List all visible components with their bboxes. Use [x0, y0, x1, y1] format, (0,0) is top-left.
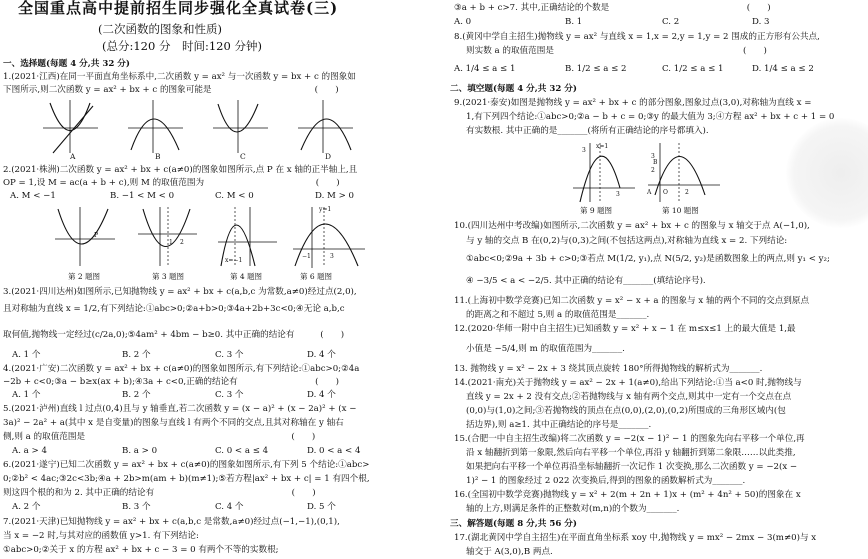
- question-text: 括边界),则 a≥1. 其中正确结论的序号是_______.: [466, 420, 652, 430]
- figure-q10: [646, 143, 720, 202]
- question-text: 直线 y = 2x + 2 没有交点;②若抛物线与 x 轴有两个交点,则其中一定有一个交点在点: [466, 392, 792, 402]
- choice-option: B. −1 < M < 0: [110, 191, 175, 201]
- question-text: 轴的上方,则满足条件的正整数对(m,n)的个数为_______.: [466, 504, 680, 514]
- svg-text:−1: −1: [302, 253, 311, 260]
- figure-q9: [573, 143, 635, 202]
- watermark-stamp: [786, 118, 868, 228]
- choice-option: D. 5 个: [307, 502, 336, 512]
- option-label: D: [325, 152, 332, 161]
- choice-option: C. 0 < a ≤ 4: [215, 446, 269, 456]
- question-text: 轴交于 A(3,0),B 两点.: [466, 547, 553, 557]
- question-text: 17.(湖北黄冈中学自主招生)在平面直角坐标系 xoy 中,抛物线 y = mx² − 2mx − 3(m≠0)与 x: [454, 533, 817, 543]
- option-label: C: [240, 152, 246, 161]
- figure-q4: [218, 207, 277, 266]
- svg-text:y=1: y=1: [319, 206, 332, 213]
- question-text: 如果把向右平移一个单位再沿坐标轴翻折一次记作 1 次变换,那么二次函数 y = −2(x −: [466, 462, 798, 472]
- choice-option: C. 3 个: [215, 350, 244, 360]
- question-text: 的距离之和不超过 5,则 a 的取值范围是_______.: [466, 310, 650, 320]
- question-text: 12.(2020·华师一附中自主招生)已知函数 y = x² + x − 1 在 m≤x≤1 上的最大值是 1,最: [454, 324, 796, 334]
- choice-option: D. 1/4 ≤ a ≤ 2: [752, 64, 814, 74]
- choice-option: C. 2: [662, 17, 680, 27]
- q1-graph-c: [213, 100, 268, 153]
- question-text: 侧,则 a 的取值范围是 ( ): [3, 432, 316, 442]
- choice-option: A. 1 个: [12, 350, 41, 360]
- choice-option: D. M > 0: [315, 191, 354, 201]
- choice-option: B. 2 个: [122, 350, 151, 360]
- q1-graph-a: [43, 100, 98, 153]
- question-text: ④ −3/5 < a < −2/5. 其中正确的结论有_______(填结论序号).: [466, 276, 706, 286]
- question-text: 11.(上海初中数学竞赛)已知二次函数 y = x² − x + a 的图象与 x 轴的两个不同的交点到原点: [454, 296, 810, 306]
- question-text: 则实数 a 的取值范围是 ( ): [466, 46, 767, 56]
- figure-caption: 第 10 题图: [662, 206, 699, 215]
- svg-text:A: A: [647, 189, 652, 196]
- question-text: ③a + b + c>7. 其中,正确结论的个数是 ( ): [454, 3, 771, 13]
- question-text: 5.(2021·泸州)直线 l 过点(0,4)且与 y 轴垂直,若二次函数 y = (x − a)² + (x − 2a)² + (x −: [3, 404, 357, 414]
- q1-graph-b: [128, 100, 183, 153]
- choice-option: D. 4 个: [307, 390, 336, 400]
- question-text: 小值是 −5/4,则 m 的取值范围为_______.: [466, 344, 625, 354]
- choice-option: C. 3 个: [215, 390, 244, 400]
- question-text: 14.(2021·南充)关于抛物线 y = ax² − 2x + 1(a≠0),给出下列结论:①当 a<0 时,抛物线与: [454, 378, 802, 388]
- choice-option: B. 1: [565, 17, 583, 27]
- question-text: 15.(合肥一中自主招生改编)将二次函数 y = −2(x − 1)² − 1 的图象先向右平移一个单位,再: [454, 434, 805, 444]
- svg-text:x=−1: x=−1: [225, 257, 243, 264]
- question-text: 1,有下列四个结论:①abc>0;②a − b + c = 0;③y 的最大值为 3;④方程 ax² + bx + c + 1 = 0: [466, 112, 835, 122]
- exam-meta: (总分:120 分 时间:120 分钟): [102, 39, 262, 53]
- question-text: 16.(全国初中数学竞赛)抛物线 y = x² + 2(m + 2n + 1)x + (m² + 4n² + 50)的图象在 x: [454, 490, 801, 500]
- choice-option: A. 2 个: [12, 502, 41, 512]
- section-answer: 三、解答题(每题 8 分,共 56 分): [450, 519, 577, 529]
- question-text: (0,0)与(1,0)之间;③若抛物线的顶点在点(0,0),(2,0),(0,2)所围成的三角形区域内(包: [466, 406, 786, 416]
- figure-caption: 第 2 题图: [68, 272, 101, 281]
- question-text: 6.(2021·遂宁)已知二次函数 y = ax² + bx + c(a≠0)的图象如图所示,有下列 5 个结论:①abc>: [3, 460, 370, 470]
- svg-text:3: 3: [616, 191, 620, 198]
- choice-option: A. 0: [454, 17, 472, 27]
- option-label: A: [70, 152, 76, 161]
- figure-caption: 第 6 题图: [300, 272, 333, 281]
- question-text: 1.(2021·江西)在同一平面直角坐标系中,二次函数 y = ax² 与一次函数 y = bx + c 的图象如: [3, 72, 356, 82]
- question-text: 3.(2021·四川达州)如图所示,已知抛物线 y = ax² + bx + c(a,b,c 为常数,a≠0)经过点(2,0),: [3, 287, 357, 297]
- section-fill: 二、填空题(每题 4 分,共 32 分): [450, 84, 577, 94]
- figure-q2: [55, 207, 115, 266]
- question-text: 1)² − 1 的图象经过 2 022 次变换后,得到的图象的函数解析式为_______.: [466, 476, 746, 486]
- question-text: 沿 x 轴翻折到第一象限,然后向右平移一个单位,再沿 y 轴翻折到第二象限……以此类推,: [466, 448, 796, 458]
- question-text: 则这四个根的和为 2. 其中正确的结论有 ( ): [3, 488, 316, 498]
- svg-text:P: P: [94, 232, 99, 239]
- question-text: 2.(2021·株洲)二次函数 y = ax² + bx + c(a≠0)的图象如图所示,点 P 在 x 轴的正半轴上,且: [3, 165, 358, 175]
- question-text: 有实数根. 其中正确的是_______(将所有正确结论的序号都填入).: [466, 126, 709, 136]
- question-text: 当 x = −2 时,与其对应的函数值 y>1. 有下列结论:: [3, 531, 199, 541]
- question-text: 3a)² − 2a² + a(其中 x 是自变量)的图象与直线 l 有两个不同的交点,且其对称轴在 y 轴右: [3, 418, 344, 428]
- q1-option-graphs: [38, 98, 398, 158]
- question-text: 9.(2021·泰安)如图是抛物线 y = ax² + bx + c 的部分图象,图象过点(3,0),对称轴为直线 x =: [454, 98, 812, 108]
- question-text: 7.(2021·天津)已知抛物线 y = ax² + bx + c(a,b,c 是常数,a≠0)经过点(−1,−1),(0,1),: [3, 517, 340, 527]
- choice-option: A. 1 个: [12, 390, 41, 400]
- figure-q6: [293, 206, 365, 268]
- page-subtitle: (二次函数的图象和性质): [98, 22, 222, 36]
- figure-q3: [138, 207, 197, 266]
- question-text: 0;②b² < 4ac;③2c<3b;④a + 2b>m(am + b)(m≠1);⑤若方程|ax² + bx + c| = 1 有四个根,: [3, 474, 370, 484]
- question-text: 13. 抛物线 y = x² − 2x + 3 绕其顶点旋转 180°所得抛物线的解析式为_______.: [454, 364, 763, 374]
- choice-option: B. 3 个: [122, 502, 151, 512]
- question-text: 与 y 轴的交点 B 在(0,2)与(0,3)之间(不包括这两点),对称轴为直线 x = 2. 下列结论:: [466, 236, 788, 246]
- svg-text:3: 3: [330, 253, 334, 260]
- figure-row: [50, 204, 370, 272]
- question-text: −2b + c<0;③a − b≥x(ax + b);④3a + c<0,正确的结论有 ( ): [3, 377, 339, 387]
- question-text: 下图所示,则二次函数 y = ax² + bx + c 的图象可能是 ( ): [3, 85, 339, 95]
- choice-option: D. 3: [752, 17, 770, 27]
- choice-option: B. 2 个: [122, 390, 151, 400]
- svg-text:1: 1: [169, 239, 173, 246]
- svg-text:2: 2: [685, 189, 689, 196]
- svg-text:x=1: x=1: [596, 143, 609, 150]
- option-label: B: [155, 152, 161, 161]
- choice-option: B. 1/2 ≤ a ≤ 2: [565, 64, 627, 74]
- figure-caption: 第 3 题图: [152, 272, 185, 281]
- q1-graph-d: [298, 100, 353, 153]
- choice-option: A. M < −1: [10, 191, 56, 201]
- question-text: ①abc>0;②关于 x 的方程 ax² + bx + c − 3 = 0 有两个不等的实数根;: [3, 545, 279, 555]
- svg-text:B: B: [653, 159, 658, 166]
- choice-option: B. a > 0: [122, 446, 158, 456]
- choice-option: C. 4 个: [215, 502, 244, 512]
- svg-text:3: 3: [582, 147, 586, 154]
- question-text: ①abc<0;②9a + 3b + c>0;③若点 M(1/2, y₁),点 N(5/2, y₂)是函数图象上的两点,则 y₁ < y₂;: [466, 254, 830, 264]
- svg-text:2: 2: [651, 167, 655, 174]
- choice-option: C. 1/2 ≤ a ≤ 1: [662, 64, 724, 74]
- choice-option: C. M < 0: [215, 191, 254, 201]
- question-text: 8.(黄冈中学自主招生)抛物线 y = ax² 与直线 x = 1,x = 2,y = 1,y = 2 围成的正方形有公共点,: [454, 32, 820, 42]
- section-choice: 一、选择题(每题 4 分,共 32 分): [3, 59, 130, 69]
- svg-text:2: 2: [180, 239, 184, 246]
- question-text: OP = 1,设 M = ac(a + b + c),则 M 的取值范围为 ( ): [3, 178, 340, 188]
- figure-caption: 第 9 题图: [580, 206, 613, 215]
- choice-option: D. 0 < a < 4: [307, 446, 361, 456]
- choice-option: A. a > 4: [12, 446, 47, 456]
- figure-caption: 第 4 题图: [230, 272, 263, 281]
- svg-text:O: O: [663, 189, 668, 196]
- page-title: 全国重点高中提前招生同步强化全真试卷(三): [18, 0, 339, 17]
- question-text: 取何值,抛物线一定经过(c/2a,0);⑤4am² + 4bm − b≥0. 其中正确的结论有 ( ): [3, 330, 345, 340]
- figure-row-right: [570, 140, 730, 205]
- choice-option: D. 4 个: [307, 350, 336, 360]
- question-text: 4.(2021·广安)二次函数 y = ax² + bx + c(a≠0)的图象如图所示,有下列结论:①abc>0;②4a: [3, 364, 360, 374]
- question-text: 且对称轴为直线 x = 1/2,有下列结论:①abc>0;②a+b>0;③4a+2b+3c<0;④无论 a,b,c: [3, 304, 345, 314]
- choice-option: A. 1/4 ≤ a ≤ 1: [454, 64, 516, 74]
- question-text: 10.(四川达州中考改编)如图所示,二次函数 y = ax² + bx + c 的图象与 x 轴交于点 A(−1,0),: [454, 221, 810, 231]
- svg-text:3: 3: [651, 153, 655, 160]
